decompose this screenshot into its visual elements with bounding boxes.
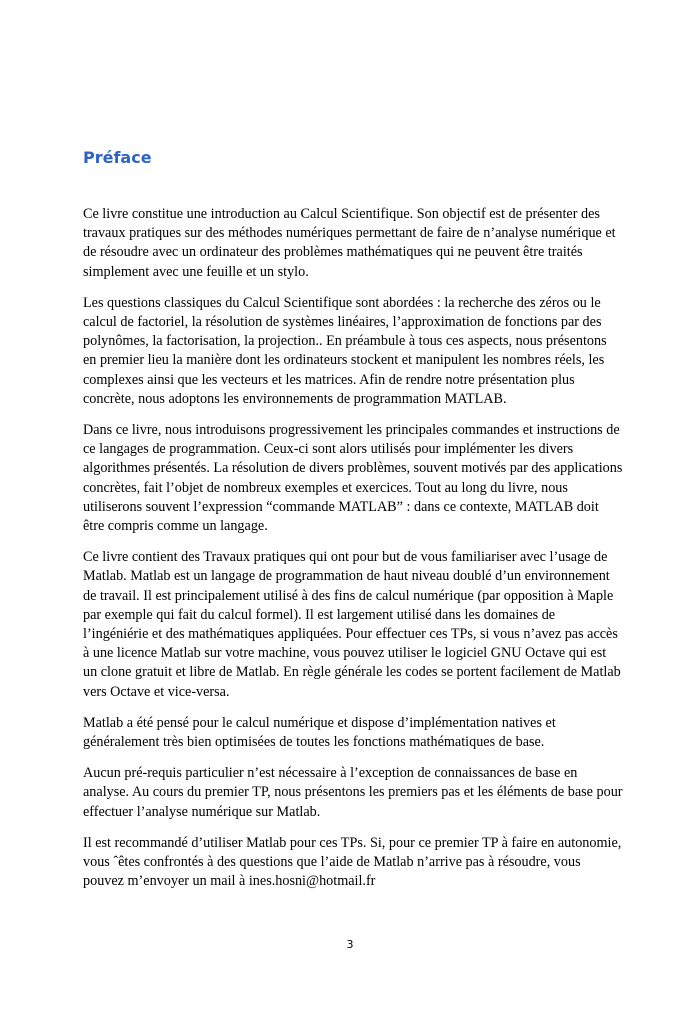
- paragraph-topics: Les questions classiques du Calcul Scientifique sont abordées : la recherche des zéros ou le calcul de factoriel, la résolution de systèmes linéaires, l’approximation de fonctions par des polynômes, la factorisation, la projection.. En préambule à tous ces aspects, nous présentons en premier lieu la manière dont les ordinateurs stockent et manipulent les nombres réels, les complexes ainsi que les vecteurs et les matrices. Afin de rendre notre présentation plus concrète, nous adoptons les environnements de programmation MATLAB.: [83, 294, 607, 407]
- paragraph-intro: Ce livre constitue une introduction au Calcul Scientifique. Son objectif est de présenter des travaux pratiques sur des méthodes numériques permettant de faire de n’analyse numérique et de résoudre avec un ordinateur des problèmes mathématiques qui ne peuvent être traités simplement avec une feuille et un stylo.: [83, 206, 616, 280]
- body-text: [83, 205, 623, 904]
- paragraph-commands: Dans ce livre, nous introduisons progressivement les principales commandes et instructions de ce langages de programmation. Ceux-ci sont alors utilisés pour implémenter les divers algorithmes présentés. La résolution de divers problèmes, souvent motivés par des applications concrètes, fait l’objet de nombreux exemples et exercices. Tout au long du livre, nous utiliserons souvent l’expression “commande MATLAB” : dans ce contexte, MATLAB doit être compris comme un langage.: [83, 422, 623, 535]
- paragraph-optimisation: Matlab a été pensé pour le calcul numérique et dispose d’implémentation natives et généralement très bien optimisées de toutes les fonctions mathématiques de base.: [83, 714, 556, 751]
- page-title: Préface: [83, 148, 152, 167]
- page-number: 3: [346, 938, 354, 951]
- paragraph-prerequisites: Aucun pré-requis particulier n’est nécessaire à l’exception de connaissances de base en analyse. Au cours du premier TP, nous présentons les premiers pas et les éléments de base pour effectuer l’analyse numérique sur Matlab.: [83, 765, 623, 820]
- paragraph-matlab: Ce livre contient des Travaux pratiques qui ont pour but de vous familiariser avec l’usage de Matlab. Matlab est un langage de programmation de haut niveau doublé d’un environnement de travail. Il est principalement utilisé à des fins de calcul numérique (par opposition à Maple par exemple qui fait du calcul formel). Il est largement utilisé dans les domaines de l’ingéniérie et des mathématiques appliquées. Pour effectuer ces TPs, si vous n’avez pas accès à une licence Matlab sur votre machine, vous pouvez utiliser le logiciel GNU Octave qui est un clone gratuit et libre de Matlab. En règle générale les codes se portent facilement de Matlab vers Octave et vice-versa.: [83, 549, 621, 700]
- paragraph-contact: Il est recommandé d’utiliser Matlab pour ces TPs. Si, pour ce premier TP à faire en autonomie, vous ˆêtes confrontés à des questions que l’aide de Matlab n’arrive pas à résoudre, vous pouvez m’envoyer un mail à ines.hosni@hotmail.fr: [83, 834, 622, 890]
